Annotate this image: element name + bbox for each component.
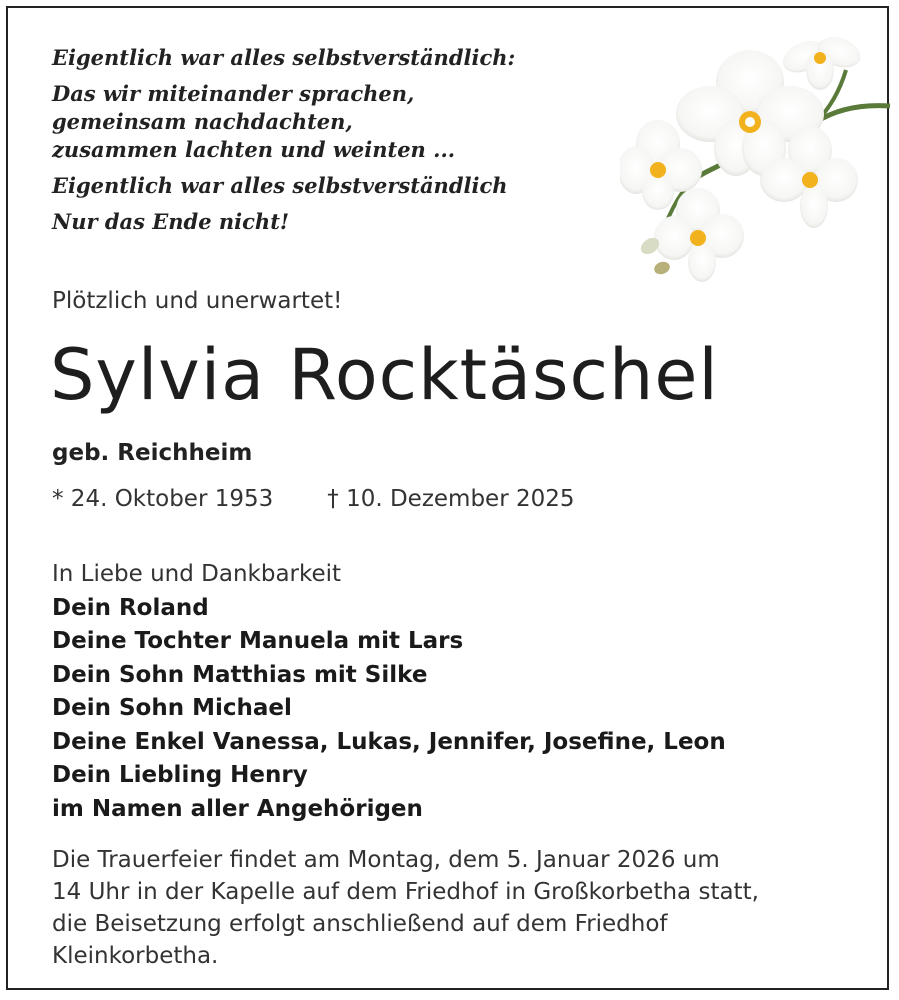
mourner: Dein Sohn Michael	[52, 695, 292, 721]
funeral-line: Die Trauerfeier findet am Montag, dem 5. Januar 2026 um	[52, 847, 720, 873]
poem-stanza	[52, 80, 515, 164]
poem-line: zusammen lachten und weinten ...	[52, 137, 456, 162]
mourners-lead: In Liebe und Dankbarkeit	[52, 561, 342, 587]
poem-line: Eigentlich war alles selbstverständlich:	[52, 45, 516, 70]
funeral-line: 14 Uhr in der Kapelle auf dem Friedhof in Großkorbetha statt,	[52, 879, 759, 905]
obituary-frame	[6, 6, 889, 990]
poem-stanza	[52, 172, 515, 200]
poem-line: gemeinsam nachdachten,	[52, 109, 353, 134]
funeral-notice	[52, 844, 842, 972]
mourner: Deine Tochter Manuela mit Lars	[52, 628, 464, 654]
life-dates	[52, 486, 575, 512]
death-date: † 10. Dezember 2025	[327, 486, 575, 512]
mourner: Dein Roland	[52, 594, 209, 621]
orchid-bud-icon	[652, 260, 671, 277]
deceased-name: Sylvia Rocktäschel	[50, 334, 719, 416]
poem-line: Eigentlich war alles selbstverständlich	[52, 173, 508, 198]
orchid-flower-icon	[778, 32, 865, 90]
mourners-list	[52, 558, 726, 826]
poem-stanza	[52, 208, 515, 236]
mourner: Dein Liebling Henry	[52, 762, 308, 788]
poem-stanza	[52, 44, 515, 72]
mourner: Deine Enkel Vanessa, Lukas, Jennifer, Josefine, Leon	[52, 728, 726, 755]
poem-line: Nur das Ende nicht!	[52, 209, 290, 234]
orchid-branch-icon	[620, 18, 892, 288]
mourner: im Namen aller Angehörigen	[52, 795, 423, 822]
poem	[52, 44, 515, 244]
mourner: Dein Sohn Matthias mit Silke	[52, 661, 428, 688]
birth-date: * 24. Oktober 1953	[52, 486, 274, 512]
intro-line: Plötzlich und unerwartet!	[52, 288, 343, 314]
maiden-name: geb. Reichheim	[52, 440, 253, 466]
funeral-line: Kleinkorbetha.	[52, 943, 219, 969]
funeral-line: die Beisetzung erfolgt anschließend auf dem Friedhof	[52, 911, 668, 937]
poem-line: Das wir miteinander sprachen,	[52, 81, 415, 106]
